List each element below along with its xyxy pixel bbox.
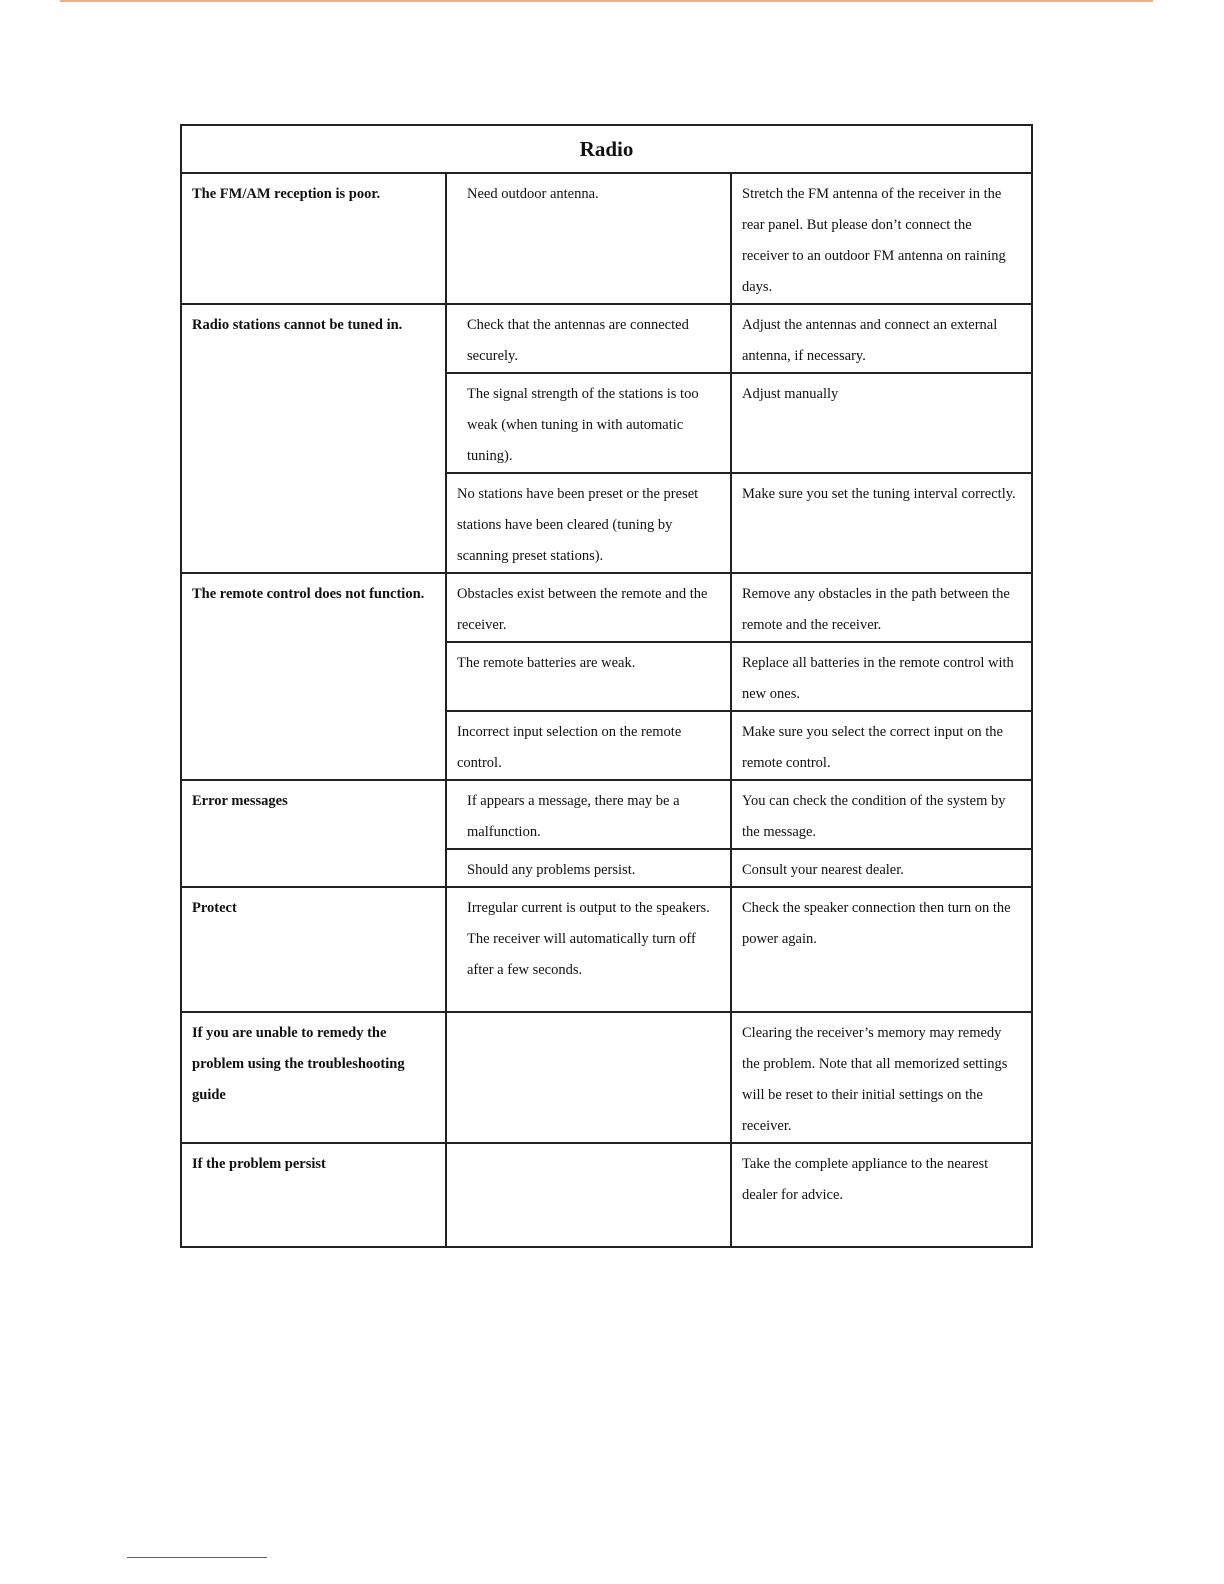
remedy-cell: Check the speaker connection then turn on the power again. — [731, 887, 1032, 1012]
problem-cell: If you are unable to remedy the problem using the troubleshooting guide — [181, 1012, 446, 1143]
remedy-cell: Stretch the FM antenna of the receiver in the rear panel. But please don’t connect the receiver to an outdoor FM antenna on raining days. — [731, 173, 1032, 304]
table-row — [181, 573, 1032, 642]
cause-cell: Need outdoor antenna. — [446, 173, 731, 304]
top-rule — [60, 0, 1153, 2]
remedy-cell: Make sure you select the correct input on the remote control. — [731, 711, 1032, 780]
cause-cell: Irregular current is output to the speakers. The receiver will automatically turn off after a few seconds. — [446, 887, 731, 1012]
remedy-cell: Consult your nearest dealer. — [731, 849, 1032, 887]
remedy-cell: Make sure you set the tuning interval correctly. — [731, 473, 1032, 573]
problem-cell: If the problem persist — [181, 1143, 446, 1247]
cause-cell: The remote batteries are weak. — [446, 642, 731, 711]
table-header-row — [181, 125, 1032, 173]
cause-cell: Obstacles exist between the remote and the receiver. — [446, 573, 731, 642]
cause-cell: The signal strength of the stations is too weak (when tuning in with automatic tuning). — [446, 373, 731, 473]
remedy-cell: Clearing the receiver’s memory may remedy the problem. Note that all memorized settings will be reset to their initial settings on the receiver. — [731, 1012, 1032, 1143]
cause-cell: No stations have been preset or the preset stations have been cleared (tuning by scanning preset stations). — [446, 473, 731, 573]
cause-cell: If appears a message, there may be a malfunction. — [446, 780, 731, 849]
cause-cell: Check that the antennas are connected securely. — [446, 304, 731, 373]
table-body — [181, 173, 1032, 1247]
problem-cell: The remote control does not function. — [181, 573, 446, 780]
cause-cell — [446, 1143, 731, 1247]
remedy-cell: Remove any obstacles in the path between the remote and the receiver. — [731, 573, 1032, 642]
table-row — [181, 780, 1032, 849]
cause-cell: Should any problems persist. — [446, 849, 731, 887]
table-row — [181, 1143, 1032, 1247]
troubleshooting-table — [180, 124, 1033, 1248]
remedy-cell: Replace all batteries in the remote control with new ones. — [731, 642, 1032, 711]
table-row — [181, 173, 1032, 304]
problem-cell: Radio stations cannot be tuned in. — [181, 304, 446, 573]
remedy-cell: Adjust manually — [731, 373, 1032, 473]
cause-cell: Incorrect input selection on the remote control. — [446, 711, 731, 780]
table-row — [181, 304, 1032, 373]
table-row — [181, 887, 1032, 1012]
problem-cell: Error messages — [181, 780, 446, 887]
remedy-cell: You can check the condition of the system by the message. — [731, 780, 1032, 849]
cause-cell — [446, 1012, 731, 1143]
remedy-cell: Adjust the antennas and connect an external antenna, if necessary. — [731, 304, 1032, 373]
bottom-link-rule — [127, 1557, 267, 1558]
problem-cell: The FM/AM reception is poor. — [181, 173, 446, 304]
table-row — [181, 1012, 1032, 1143]
table-title: Radio — [181, 125, 1032, 173]
problem-cell: Protect — [181, 887, 446, 1012]
remedy-cell: Take the complete appliance to the nearest dealer for advice. — [731, 1143, 1032, 1247]
